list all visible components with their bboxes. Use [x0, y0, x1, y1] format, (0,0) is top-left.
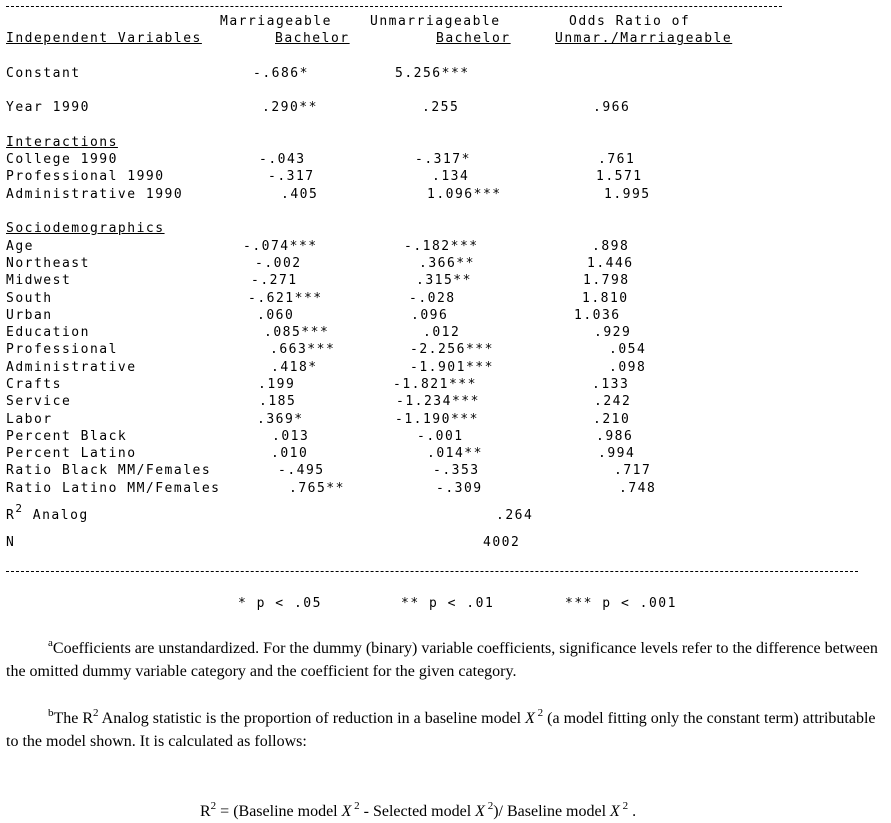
row-label: Ratio Black MM/Females	[6, 463, 212, 478]
cell-c3: .986	[596, 429, 634, 444]
cell-c3: .994	[598, 446, 636, 461]
cell-c3: .054	[609, 342, 647, 357]
row-label: Service	[6, 394, 72, 409]
section-title-sociodemographics: Sociodemographics	[6, 221, 165, 236]
cell-c2: .255	[422, 100, 460, 115]
cell-c1: .060	[257, 308, 295, 323]
row-label: Administrative 1990	[6, 187, 184, 202]
legend-p001: *** p < .001	[565, 596, 677, 611]
cell-c2: 5.256***	[395, 66, 470, 81]
cell-c3: 1.446	[587, 256, 634, 271]
cell-c1: -.317	[268, 169, 315, 184]
cell-c3: 1.995	[604, 187, 651, 202]
cell-c3: 1.571	[596, 169, 643, 184]
var-header: Independent Variables	[6, 31, 202, 46]
footnote-a	[6, 638, 886, 682]
cell-c2: -.317*	[415, 152, 471, 167]
cell-c3: .717	[614, 463, 652, 478]
cell-c1: .013	[272, 429, 310, 444]
cell-c2: .012	[423, 325, 461, 340]
cell-c1: .369*	[257, 412, 304, 427]
cell-c2: -.001	[417, 429, 464, 444]
cell-c3: .098	[609, 360, 647, 375]
cell-c1: .405	[281, 187, 319, 202]
cell-c3: 1.810	[582, 291, 629, 306]
col3-header-line2: Unmar./Marriageable	[555, 31, 733, 46]
footnote-a-mark: a	[48, 637, 53, 649]
cell-c2: .014**	[427, 446, 483, 461]
cell-c2: -1.234***	[396, 394, 480, 409]
cell-c1: -.495	[278, 463, 325, 478]
cell-c3: .748	[619, 481, 657, 496]
cell-c3: .133	[592, 377, 630, 392]
row-label: Professional	[6, 342, 118, 357]
legend-p01: ** p < .01	[401, 596, 495, 611]
cell-c1: -.621***	[248, 291, 323, 306]
row-label: Professional 1990	[6, 169, 165, 184]
top-rule	[6, 6, 782, 7]
cell-c1: .765**	[289, 481, 345, 496]
row-label: Year 1990	[6, 100, 90, 115]
cell-c1: .663***	[270, 342, 336, 357]
cell-c2: .096	[411, 308, 449, 323]
cell-c1: .199	[258, 377, 296, 392]
footnote-b-mark: b	[48, 707, 54, 719]
cell-c2: -1.190***	[395, 412, 479, 427]
r2-formula: $R^2$ = (Baseline model X $^2$ - Selected model X $^2$)/ Baseline model X $^2$ .	[200, 800, 637, 820]
col1-header-line2: Bachelor	[275, 31, 350, 46]
row-label: Percent Latino	[6, 446, 137, 461]
row-label: Labor	[6, 412, 53, 427]
row-label: Crafts	[6, 377, 62, 392]
row-label: Percent Black	[6, 429, 128, 444]
cell-c3: 1.036	[574, 308, 621, 323]
row-label: Administrative	[6, 360, 137, 375]
cell-c2: -.182***	[404, 239, 479, 254]
cell-c1: -.074***	[243, 239, 318, 254]
row-label: Northeast	[6, 256, 90, 271]
legend-p05: * p < .05	[238, 596, 322, 611]
r2-label: $R^2$ Analog	[6, 502, 89, 523]
cell-c1: .418*	[271, 360, 318, 375]
cell-c2: -.353	[433, 463, 480, 478]
cell-c1: -.043	[259, 152, 306, 167]
cell-c2: .315**	[416, 273, 472, 288]
cell-c1: .085***	[264, 325, 330, 340]
row-label: Ratio Latino MM/Females	[6, 481, 221, 496]
cell-c1: .290**	[262, 100, 318, 115]
row-label: Age	[6, 239, 34, 254]
col3-header-line1: Odds Ratio of	[569, 14, 691, 29]
row-label: Constant	[6, 66, 81, 81]
col1-header-line1: Marriageable	[220, 14, 332, 29]
n-label: N	[6, 535, 16, 550]
cell-c3: .761	[598, 152, 636, 167]
section-title-interactions: Interactions	[6, 135, 118, 150]
cell-c1: .185	[259, 394, 297, 409]
cell-c2: -.028	[409, 291, 456, 306]
cell-c2: -2.256***	[410, 342, 494, 357]
row-label: College 1990	[6, 152, 118, 167]
cell-c3: .898	[592, 239, 630, 254]
r2-value: .264	[496, 508, 534, 523]
row-label: Midwest	[6, 273, 72, 288]
cell-c2: -.309	[436, 481, 483, 496]
cell-c3: .242	[594, 394, 632, 409]
footnote-b: $^b$The $R^2$ Analog statistic is the proportion of reduction in a baseline model X $^2$ (a model fitting only the constant term) attributable to the model shown. It is calculated as follows:	[6, 707, 876, 750]
cell-c2: .134	[432, 169, 470, 184]
cell-c1: -.686*	[253, 66, 309, 81]
row-label: Urban	[6, 308, 53, 323]
col2-header-line2: Bachelor	[436, 31, 511, 46]
cell-c1: -.271	[251, 273, 298, 288]
cell-c3: .966	[593, 100, 631, 115]
footnote-a-text: Coefficients are unstandardized. For the dummy (binary) variable coefficients, significance levels refer to the difference between the omitted dummy variable category and the coefficient for the given category.	[6, 640, 878, 680]
col2-header-line1: Unmarriageable	[370, 14, 501, 29]
cell-c2: 1.096***	[427, 187, 502, 202]
row-label: South	[6, 291, 53, 306]
cell-c3: 1.798	[583, 273, 630, 288]
cell-c3: .210	[593, 412, 631, 427]
cell-c2: -1.821***	[393, 377, 477, 392]
cell-c2: -1.901***	[410, 360, 494, 375]
cell-c3: .929	[594, 325, 632, 340]
cell-c2: .366**	[419, 256, 475, 271]
bottom-rule	[6, 571, 858, 572]
cell-c1: -.002	[255, 256, 302, 271]
row-label: Education	[6, 325, 90, 340]
n-value: 4002	[483, 535, 521, 550]
cell-c1: .010	[271, 446, 309, 461]
